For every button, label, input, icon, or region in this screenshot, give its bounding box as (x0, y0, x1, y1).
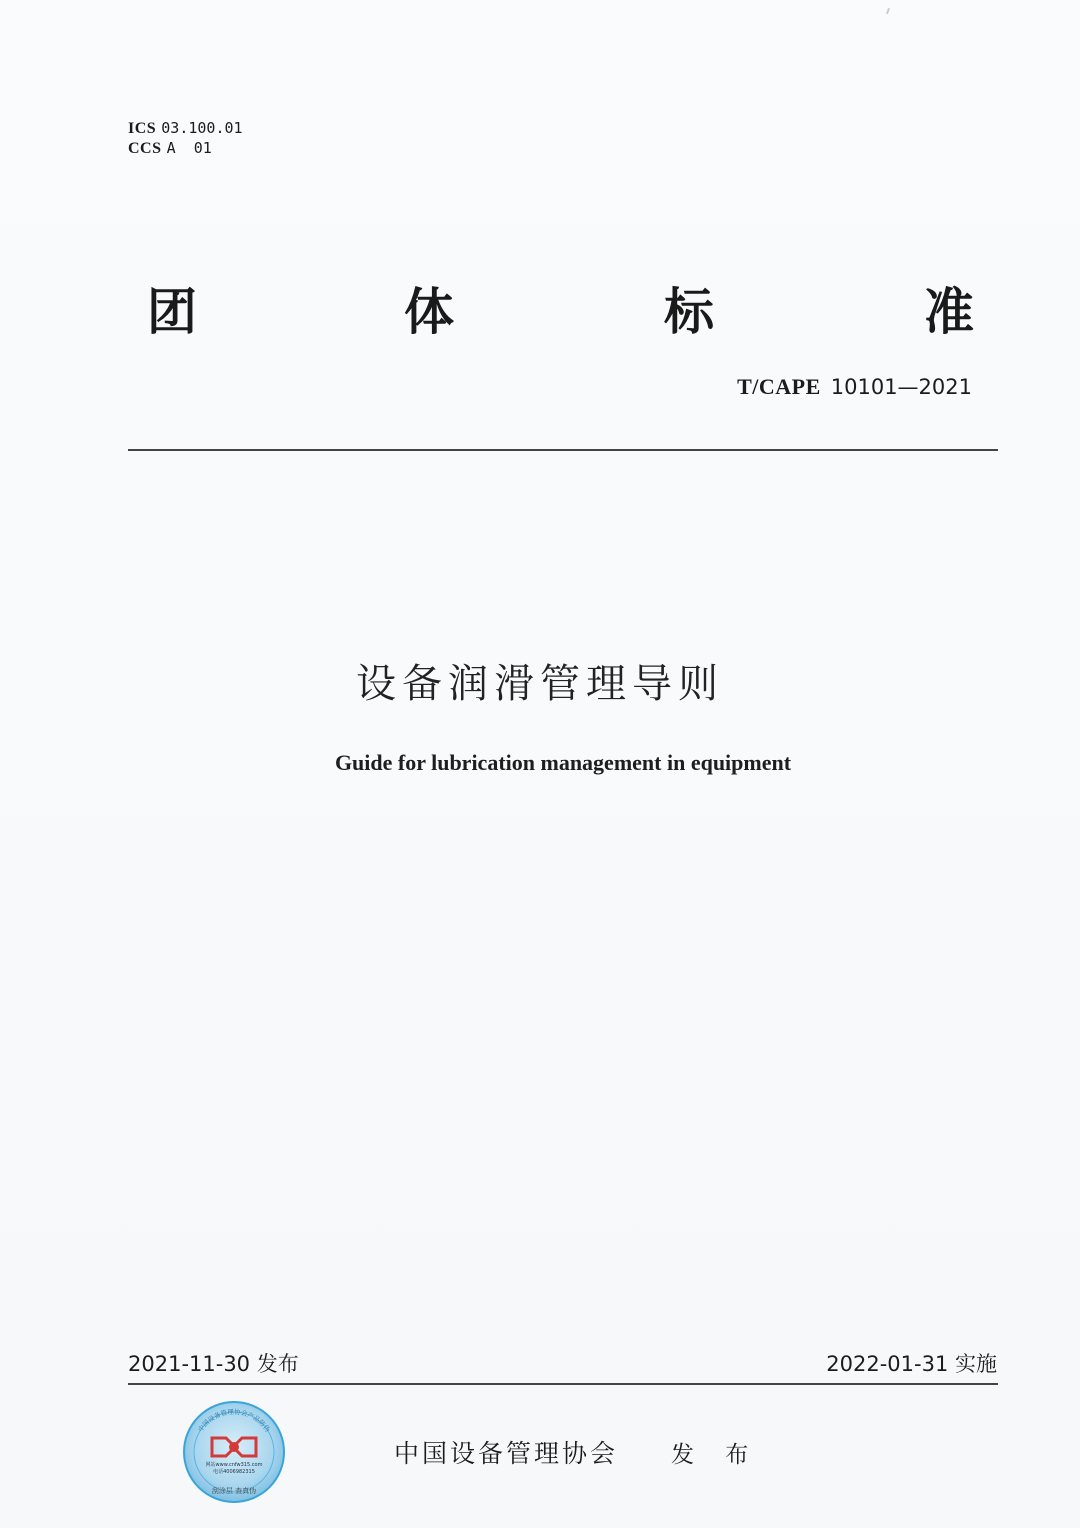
title-english: Guide for lubrication management in equipment (334, 750, 792, 775)
seal-website: 网站www.cnfw315.com (205, 1462, 263, 1468)
category-char-2: 体 (404, 283, 454, 341)
category-char-4: 准 (924, 283, 974, 341)
ccs-label: CCS (128, 140, 162, 157)
paper-speck (886, 8, 890, 14)
standard-number-prefix: T/CAPE (737, 374, 821, 399)
effective-date: 2022-01-31 实施 (826, 1352, 997, 1376)
bottom-divider (128, 1383, 998, 1385)
release-date: 2021-11-30 发布 (128, 1352, 299, 1376)
standard-category-title (0, 272, 1080, 341)
category-char-3: 标 (664, 283, 714, 341)
ccs-code-row (128, 138, 243, 158)
seal-top-text: 中国设备管理协会产品防伪 (196, 1407, 272, 1434)
title-chinese: 设备润滑管理导则 (356, 661, 724, 707)
seal-graphic (182, 1400, 286, 1504)
classification-codes (128, 118, 243, 158)
standard-number (737, 374, 972, 400)
ics-label: ICS (128, 120, 157, 137)
ccs-value: A 01 (166, 139, 212, 157)
top-divider (128, 449, 998, 451)
standard-number-value: 10101—2021 (830, 375, 972, 399)
category-char-1: 团 (147, 283, 197, 341)
ics-code-row (128, 118, 243, 138)
seal-bottom-text: 刮涂层 查真伪 (211, 1487, 257, 1495)
publish-label: 发 布 (671, 1442, 761, 1468)
seal-phone: 电话4006982315 (213, 1469, 255, 1475)
anti-counterfeit-seal (182, 1400, 286, 1504)
ics-value: 03.100.01 (161, 119, 243, 137)
publisher-name: 中国设备管理协会 (394, 1439, 619, 1468)
